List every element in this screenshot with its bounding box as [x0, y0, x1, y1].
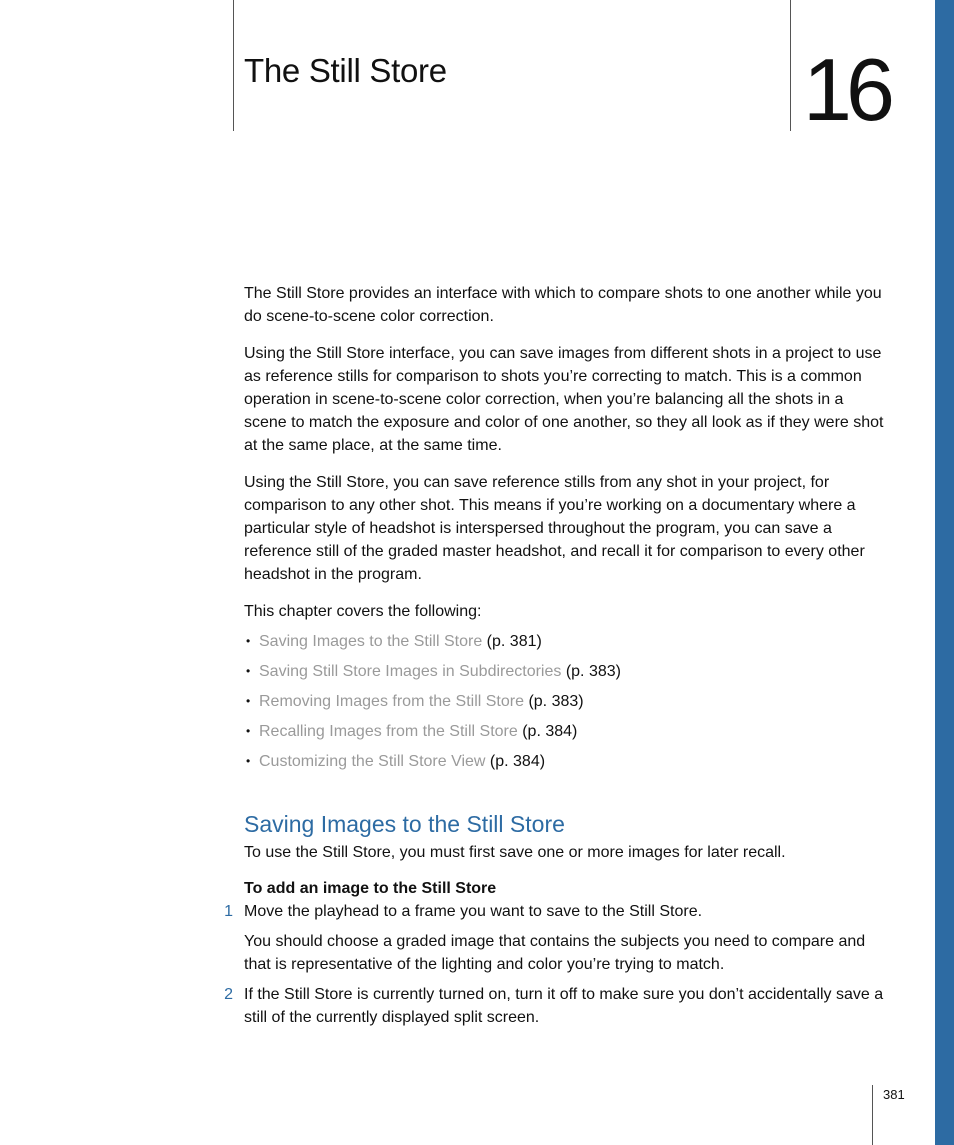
task-heading: To add an image to the Still Store: [244, 880, 497, 897]
toc-item: [244, 720, 884, 750]
toc-page-ref: (p. 381): [482, 633, 542, 650]
toc-item: [244, 690, 884, 720]
intro-paragraph: The Still Store provides an interface with which to compare shots to one another while you do scene-to-scene color correction.: [244, 285, 882, 325]
toc-link-removing-images[interactable]: Removing Images from the Still Store: [259, 693, 524, 710]
toc-item: [244, 660, 884, 690]
bullet-icon: •: [246, 754, 251, 768]
page-number: 381: [883, 1087, 905, 1102]
footer-rule: [872, 1085, 873, 1145]
toc-link-saving-images[interactable]: Saving Images to the Still Store: [259, 633, 483, 650]
toc-link-subdirectories[interactable]: Saving Still Store Images in Subdirectories: [259, 663, 562, 680]
toc-page-ref: (p. 383): [524, 693, 584, 710]
bullet-icon: •: [246, 664, 251, 678]
toc-page-ref: (p. 384): [517, 723, 578, 740]
chapter-number: 16: [803, 40, 889, 139]
toc-link-recalling-images[interactable]: Recalling Images from the Still Store: [259, 723, 518, 740]
intro-section: [244, 282, 884, 780]
toc-lead: This chapter covers the following:: [244, 603, 482, 620]
intro-paragraph: Using the Still Store, you can save reference stills from any shot in your project, for comparison to any other shot. This means if you’re working on a documentary where a particular style of headshot is interspersed throughout the program, you can save a reference still of the graded master headshot, and recall it for comparison to every other headshot in the program.: [244, 474, 865, 583]
step-number: 1: [224, 903, 233, 920]
header-rule-right: [790, 0, 791, 131]
intro-paragraph: Using the Still Store interface, you can save images from different shots in a project to use as reference stills for comparison to shots you’re correcting to match. This is a common operation in scene-to-scene color correction, when you’re balancing all the shots in a scene to match the exposure and color of one another, so they all look as if they were shot at the same place, at the same time.: [244, 345, 884, 454]
step-number: 2: [224, 986, 233, 1003]
step-note-text: You should choose a graded image that contains the subjects you need to compare and that is representative of the lighting and color you’re trying to match.: [244, 933, 866, 973]
section-heading: Saving Images to the Still Store: [244, 811, 565, 837]
bullet-icon: •: [246, 694, 251, 708]
step-item: [224, 983, 884, 1029]
section-intro: To use the Still Store, you must first save one or more images for later recall.: [244, 844, 786, 861]
bullet-icon: •: [246, 634, 251, 648]
toc-link-customizing-view[interactable]: Customizing the Still Store View: [259, 753, 486, 770]
chapter-title: The Still Store: [244, 52, 447, 89]
step-note: [244, 930, 884, 976]
chapter-tab-bar: [935, 0, 954, 1145]
step-item: [224, 900, 884, 923]
toc-page-ref: (p. 383): [561, 663, 621, 680]
toc-page-ref: (p. 384): [485, 753, 546, 770]
header-rule-left: [233, 0, 234, 131]
toc-item: [244, 630, 884, 660]
chapter-toc: [244, 630, 884, 780]
toc-item: [244, 750, 884, 780]
bullet-icon: •: [246, 724, 251, 738]
step-text: Move the playhead to a frame you want to save to the Still Store.: [244, 903, 703, 920]
step-text: If the Still Store is currently turned on, turn it off to make sure you don’t accidentally save a still of the currently displayed split screen.: [244, 986, 884, 1026]
